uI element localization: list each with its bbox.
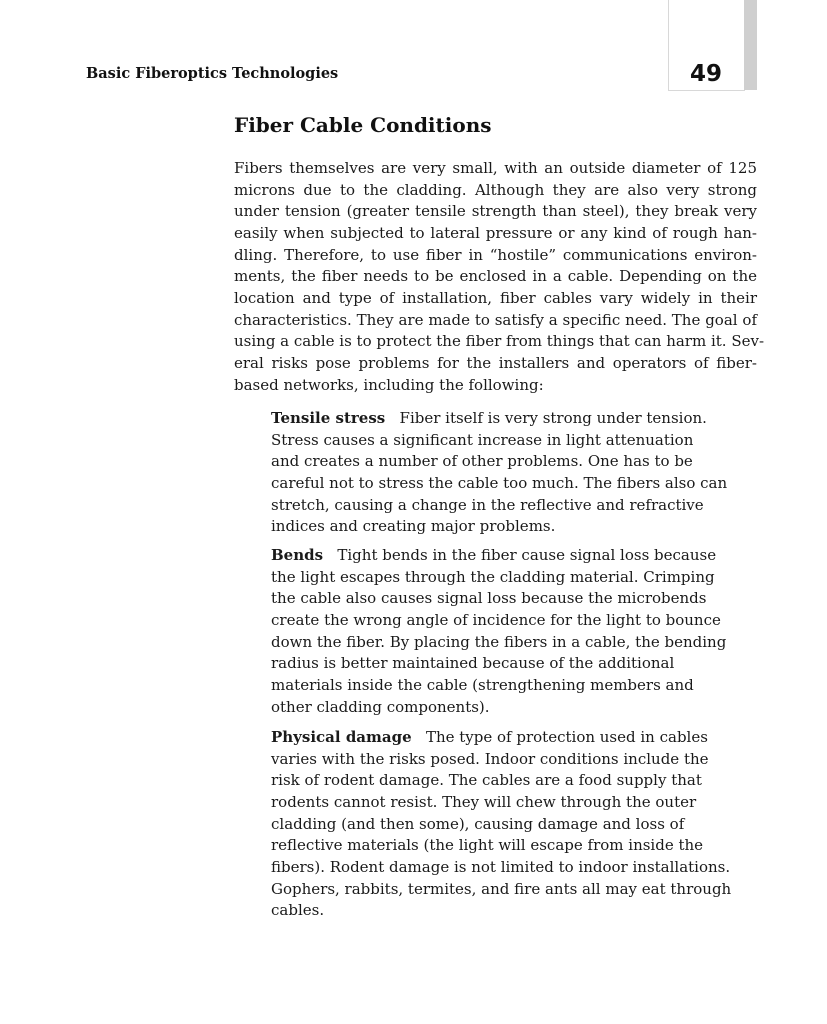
risk-line: careful not to stress the cable too much. The fibers also can — [271, 473, 728, 492]
intro-line: based networks, including the following: — [234, 375, 544, 394]
intro-line: dling. Therefore, to use fiber in “hostile” communications environ- — [234, 245, 757, 264]
risk-line: risk of rodent damage. The cables are a food supply that — [271, 771, 702, 790]
risk-text: The type of protection used in cables — [425, 728, 708, 746]
risk-line: the light escapes through the cladding material. Crimping — [271, 567, 715, 586]
risk-text: Tight bends in the fiber cause signal loss because — [337, 546, 717, 564]
intro-line: eral risks pose problems for the installers and operators of fiber- — [234, 353, 757, 372]
risk-line: down the fiber. By placing the fibers in a cable, the bending — [271, 632, 727, 651]
risk-line: create the wrong angle of incidence for the light to bounce — [271, 610, 721, 629]
risk-item-bends — [271, 545, 741, 718]
risk-first-line — [271, 545, 741, 567]
risk-line: reflective materials (the light will escape from inside the — [271, 836, 704, 855]
risk-term: Bends — [271, 546, 324, 564]
intro-line: easily when subjected to lateral pressure or any kind of rough han- — [234, 223, 757, 242]
intro-line: location and type of installation, fiber cables vary widely in their — [234, 288, 757, 307]
risk-line: fibers). Rodent damage is not limited to indoor installations. — [271, 857, 731, 876]
risk-text: Fiber itself is very strong under tension. — [399, 409, 707, 427]
intro-paragraph — [234, 158, 765, 396]
intro-line: using a cable is to protect the fiber from things that can harm it. Sev- — [234, 332, 765, 351]
risk-first-line — [271, 727, 741, 749]
risk-item-physical-damage — [271, 727, 741, 922]
intro-line: under tension (greater tensile strength than steel), they break very — [234, 202, 757, 221]
risk-line: indices and creating major problems. — [271, 517, 556, 536]
risk-line: cladding (and then some), causing damage and loss of — [271, 814, 685, 833]
risk-line: Stress causes a significant increase in light attenuation — [271, 430, 694, 449]
risk-line: Gophers, rabbits, termites, and fire ants all may eat through — [271, 879, 732, 898]
risk-line: varies with the risks posed. Indoor conditions include the — [271, 749, 709, 768]
risk-first-line — [271, 408, 741, 430]
risk-line: stretch, causing a change in the reflective and refractive — [271, 495, 704, 514]
risk-term: Tensile stress — [271, 409, 386, 427]
risk-line: and creates a number of other problems. One has to be — [271, 452, 693, 471]
intro-line: ments, the fiber needs to be enclosed in a cable. Depending on the — [234, 267, 757, 286]
risk-line: the cable also causes signal loss because the microbends — [271, 589, 707, 608]
page-number: 49 — [689, 61, 722, 87]
risk-line: rodents cannot resist. They will chew through the outer — [271, 792, 697, 811]
risk-line: other cladding components). — [271, 697, 490, 716]
risk-line: cables. — [271, 901, 325, 920]
risk-term: Physical damage — [271, 728, 412, 746]
page-edge-shade — [744, 0, 757, 90]
intro-line: microns due to the cladding. Although they are also very strong — [234, 180, 757, 199]
intro-line: characteristics. They are made to satisfy a specific need. The goal of — [234, 310, 757, 329]
risk-line: materials inside the cable (strengthening members and — [271, 675, 694, 694]
section-title: Fiber Cable Conditions — [234, 113, 492, 137]
intro-line: Fibers themselves are very small, with an outside diameter of 125 — [234, 159, 757, 177]
risk-line: radius is better maintained because of the additional — [271, 654, 675, 673]
risk-item-tensile-stress — [271, 408, 741, 538]
running-head: Basic Fiberoptics Technologies — [86, 65, 339, 82]
